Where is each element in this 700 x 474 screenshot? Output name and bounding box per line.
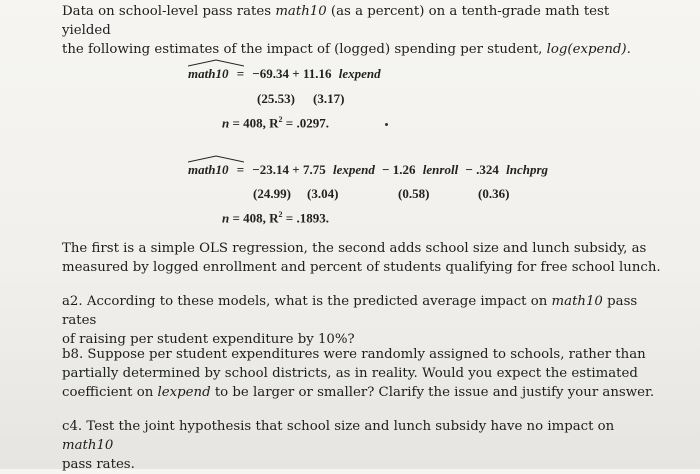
model2-var-lenroll: lenroll	[422, 162, 459, 177]
model2-lhs: math10	[188, 162, 228, 178]
equals-sign: =	[236, 66, 245, 81]
model2-rhs-a: −23.14 + 7.75	[252, 162, 326, 177]
model2-equation	[188, 162, 548, 178]
question-a2: a2. According to these models, what is the predicted average impact on math10 pass rates of raising per student expenditure by 10%?	[62, 294, 638, 347]
question-c4: c4. Test the joint hypothesis that school size and lunch subsidy have no impact on math10 pass rates.	[62, 419, 615, 472]
model2-rhs-c: − .324	[465, 162, 499, 177]
model1-equation	[188, 66, 381, 82]
model1-stats: n = 408, $R^2 = .0297$.	[222, 115, 329, 131]
equals-sign: =	[236, 162, 245, 177]
model1-se-intercept: (25.53)	[257, 91, 295, 106]
model2-var-lexpend: lexpend	[332, 162, 375, 177]
model2-se-intercept: (24.99)	[253, 186, 291, 201]
model2-se-lnchprg: (0.36)	[478, 186, 510, 201]
model2-se-lenroll: (0.58)	[398, 186, 430, 201]
model1-lhs: math10	[188, 66, 228, 82]
hat-accent-icon	[188, 59, 244, 67]
stray-mark	[385, 123, 388, 126]
model2-se-lexpend: (3.04)	[307, 186, 339, 201]
model1-rhs: −69.34 + 11.16	[252, 66, 332, 81]
intro-line-1: Data on school-level pass rates math10 (as a percent) on a tenth-grade math test yielded	[62, 4, 610, 38]
question-b8: b8. Suppose per student expenditures were randomly assigned to schools, rather than partially determined by school districts, as in reality. Would you expect the estimated coefficient on lexpend to be larger or smaller? Clarify the issue and justify your answer.	[62, 347, 655, 400]
model2-stats: n = 408, $R^2 = .1893$.	[222, 210, 329, 226]
model1-se-lexpend: (3.17)	[313, 91, 345, 106]
hat-accent-icon	[188, 155, 244, 163]
model1-var-lexpend: lexpend	[338, 66, 381, 81]
intro-line-2: the following estimates of the impact of (logged) spending per student, log(expend).	[62, 42, 631, 57]
model2-var-lnchprg: lnchprg	[506, 162, 549, 177]
model2-rhs-b: − 1.26	[382, 162, 416, 177]
intro-paragraph	[62, 2, 662, 59]
ols-description: The first is a simple OLS regression, the second adds school size and lunch subsidy, as measured by logged enrollment and percent of students qualifying for free school lunch.	[62, 241, 661, 275]
